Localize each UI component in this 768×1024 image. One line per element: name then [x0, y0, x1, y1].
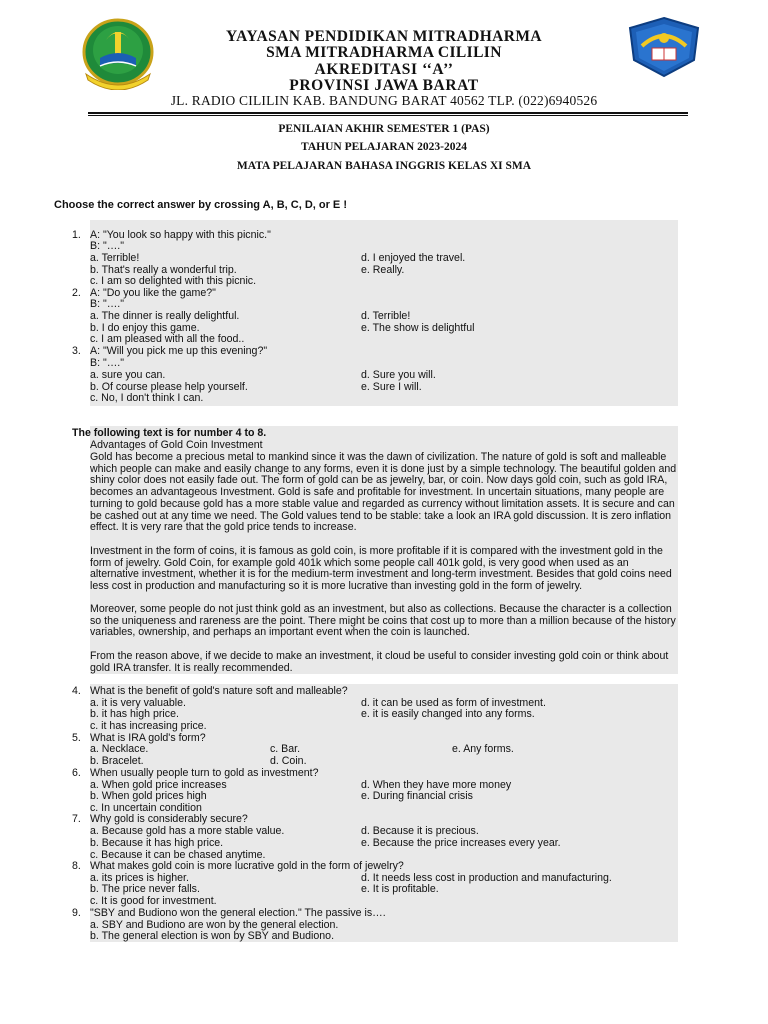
option-d[interactable]: d. Sure you will. — [361, 369, 436, 381]
option-a[interactable]: a. Because gold has a more stable value. — [90, 825, 285, 837]
option-e[interactable]: e. Sure I will. — [361, 381, 422, 393]
option-c[interactable]: c. In uncertain condition — [90, 802, 202, 814]
reading-paragraph: From the reason above, if we decide to make an investment, it cloud be useful to consider investing gold coin or think about gold IRA transfer. It is really recommended. — [90, 650, 669, 674]
question-number: 9. — [72, 907, 81, 919]
option-e[interactable]: e. The show is delightful — [361, 322, 475, 334]
option-a[interactable]: a. its prices is higher. — [90, 872, 189, 884]
option-b[interactable]: b. Bracelet. — [90, 755, 144, 767]
option-a[interactable]: a. SBY and Budiono are won by the general election. — [90, 919, 339, 931]
option-b[interactable]: b. The general election is won by SBY and Budiono. — [90, 930, 335, 942]
option-a[interactable]: a. it is very valuable. — [90, 697, 186, 709]
option-e[interactable]: e. During financial crisis — [361, 790, 473, 802]
option-e[interactable]: e. it is easily changed into any forms. — [361, 708, 535, 720]
question-text: B: "…." — [90, 298, 125, 310]
option-d[interactable]: d. Because it is precious. — [361, 825, 479, 837]
foundation-name: YAYASAN PENDIDIKAN MITRADHARMA — [225, 28, 542, 45]
question-text: "SBY and Budiono won the general election." The passive is…. — [90, 907, 386, 919]
question-text: What is IRA gold's form? — [90, 732, 206, 744]
school-address: JL. RADIO CILILIN KAB. BANDUNG BARAT 40562 TLP. (022)6940526 — [170, 93, 598, 108]
reading-paragraph: Moreover, some people do not just think gold as an investment, but also as collections. Because the character is a collection so the uniqueness and rareness are the point. There might be coins that cost up to more than a million because of the history variables, ownership, and perhaps an important event when the coin is launched. — [90, 603, 676, 639]
option-e[interactable]: e. Any forms. — [452, 743, 514, 755]
option-d[interactable]: d. it can be used as form of investment. — [361, 697, 546, 709]
question-number: 3. — [72, 345, 81, 357]
question-text: What makes gold coin is more lucrative gold in the form of jewelry? — [90, 860, 404, 872]
question-number: 4. — [72, 685, 81, 697]
option-e[interactable]: e. Really. — [361, 264, 405, 276]
header-divider-thin — [88, 115, 688, 116]
option-b[interactable]: b. That's really a wonderful trip. — [90, 264, 237, 276]
question-text: A: "Will you pick me up this evening?" — [90, 345, 268, 357]
reading-intro: The following text is for number 4 to 8. — [72, 427, 267, 439]
option-a[interactable]: a. sure you can. — [90, 369, 166, 381]
question-text: A: "You look so happy with this picnic." — [90, 229, 271, 241]
option-c[interactable]: c. Because it can be chased anytime. — [90, 849, 266, 861]
accreditation: AKREDITASI ‘‘A’’ — [314, 61, 454, 78]
question-text: A: "Do you like the game?" — [90, 287, 216, 299]
option-d[interactable]: d. When they have more money — [361, 779, 512, 791]
option-a[interactable]: a. Terrible! — [90, 252, 140, 264]
option-c[interactable]: c. I am pleased with all the food.. — [90, 333, 245, 345]
option-a[interactable]: a. Necklace. — [90, 743, 149, 755]
reading-paragraph: Gold has become a precious metal to mankind since it was the dawn of civilization. The nature of gold is soft and malleable which people can make and easily change to any forms, even it is done just by a simple technology. The beautiful golden and shiny color does not easily fade out. The form of gold can be as jewelry, bar, or coin. Now days gold coin, such as gold IRA, becomes an advantageous Investment. Gold is safe and profitable for investment. In uncertain situations, many people are turning to gold because gold has a more stable value and regarded as currency without limitation assets. It is secure and can be cashed out at any time we need. The Gold values tend to be stable: take a look an IRA gold discussion. It is zero inflation effect. It is very rare that the gold price tends to increase. — [90, 451, 677, 534]
question-number: 8. — [72, 860, 81, 872]
option-d[interactable]: d. It needs less cost in production and manufacturing. — [361, 872, 612, 884]
option-b[interactable]: b. The price never falls. — [90, 883, 200, 895]
option-b[interactable]: b. Of course please help yourself. — [90, 381, 248, 393]
option-c[interactable]: c. It is good for investment. — [90, 895, 217, 907]
option-b[interactable]: b. I do enjoy this game. — [90, 322, 200, 334]
option-b[interactable]: b. Because it has high price. — [90, 837, 224, 849]
subject-title: MATA PELAJARAN BAHASA INGGRIS KELAS XI SMA — [236, 160, 532, 172]
option-e[interactable]: e. Because the price increases every year. — [361, 837, 561, 849]
option-d[interactable]: d. I enjoyed the travel. — [361, 252, 466, 264]
option-c[interactable]: c. Bar. — [270, 743, 301, 755]
province: PROVINSI JAWA BARAT — [289, 77, 479, 94]
question-text: What is the benefit of gold's nature soft and malleable? — [90, 685, 348, 697]
option-c[interactable]: c. No, I don't think I can. — [90, 392, 204, 404]
school-name: SMA MITRADHARMA CILILIN — [266, 44, 502, 61]
option-b[interactable]: b. it has high price. — [90, 708, 179, 720]
question-text: B: "…." — [90, 240, 125, 252]
option-e[interactable]: e. It is profitable. — [361, 883, 439, 895]
header-divider — [88, 112, 688, 114]
reading-paragraph: Investment in the form of coins, it is famous as gold coin, is more profitable if it is compared with the investment gold in the form of jewelry. Gold Coin, for example gold 401k which some people call 401k gold, is very good when used as an alternative investment, whether it is for the medium-term investment and long-term investment. Besides that gold coins need less cost in production and manufacturing so it is more lucrative than investing gold in the form of jewelry. — [90, 545, 672, 593]
option-d[interactable]: d. Terrible! — [361, 310, 411, 322]
question-number: 7. — [72, 813, 81, 825]
question-text: B: "…." — [90, 357, 125, 369]
question-text: Why gold is considerably secure? — [90, 813, 248, 825]
question-text: When usually people turn to gold as investment? — [90, 767, 319, 779]
academic-year: TAHUN PELAJARAN 2023-2024 — [301, 141, 467, 153]
exam-title: PENILAIAN AKHIR SEMESTER 1 (PAS) — [278, 123, 490, 135]
question-number: 5. — [72, 732, 81, 744]
option-a[interactable]: a. The dinner is really delightful. — [90, 310, 240, 322]
question-number: 6. — [72, 767, 81, 779]
instruction: Choose the correct answer by crossing A, B, C, D, or E ! — [54, 199, 347, 211]
option-c[interactable]: c. it has increasing price. — [90, 720, 207, 732]
option-a[interactable]: a. When gold price increases — [90, 779, 227, 791]
option-d[interactable]: d. Coin. — [270, 755, 307, 767]
option-b[interactable]: b. When gold prices high — [90, 790, 207, 802]
question-number: 1. — [72, 229, 81, 241]
question-number: 2. — [72, 287, 81, 299]
option-c[interactable]: c. I am so delighted with this picnic. — [90, 275, 257, 287]
reading-title: Advantages of Gold Coin Investment — [90, 439, 263, 451]
